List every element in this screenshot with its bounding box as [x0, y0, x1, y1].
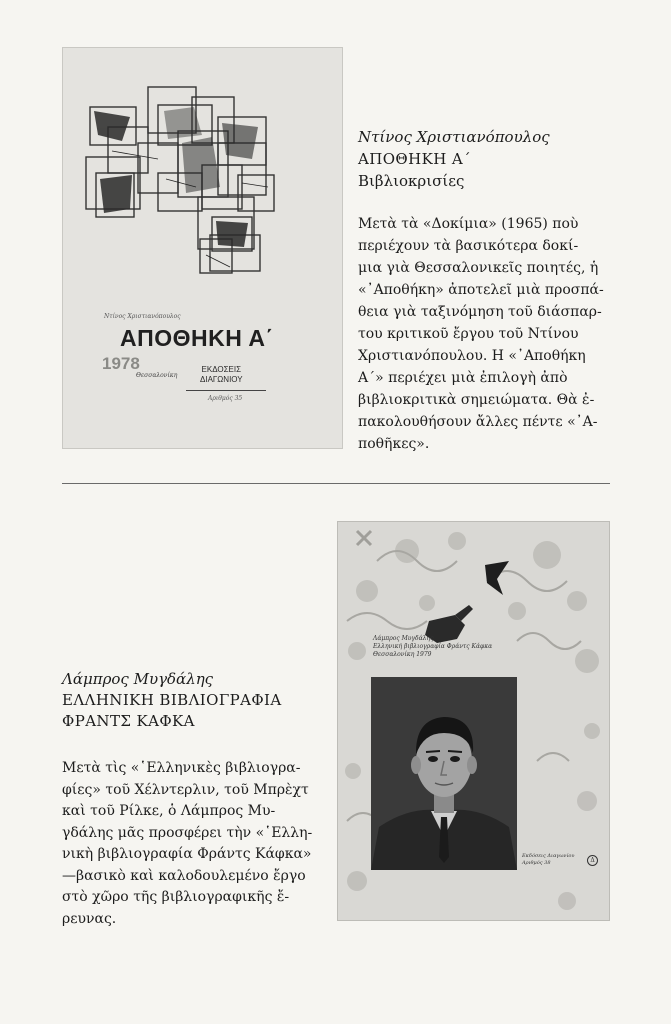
book2-title: ΕΛΛΗΝΙΚΗ ΒΙΒΛΙΟΓΡΑΦΙΑ ΦΡΑΝΤΣ ΚΑΦΚΑ: [62, 691, 282, 730]
publisher-mark: Δ: [587, 855, 598, 866]
cover-rule: [186, 390, 266, 391]
book2-description: Μετὰ τὶς «῾Ελληνικὲς βιβλιογρα- φίες» τοῦ Χέλντερλιν, τοῦ Μπρὲχτ καὶ τοῦ Ρίλκε, ὁ Λάμπρος Μυ- γδάλης μᾶς προσφέρει τὴν «῾Ελλη- νικὴ βιβλιογραφία Φράντς Κάφκα» —βασικὸ καὶ καλοδουλεμένο ἔργο στὸ χῶρο τῆς βιβλιογραφικῆς ἔ- ρευνας.: [62, 760, 313, 927]
cover-publisher: ΕΚΔΟΣΕΙΣ ΔΙΑΓΩΝΙΟΥ: [200, 365, 243, 384]
portrait-photo: [371, 677, 517, 870]
cover-author: Ντίνος Χριστιανόπουλος: [104, 313, 181, 320]
cover-year: 1978: [102, 354, 140, 373]
book1-cover-image: [62, 47, 343, 449]
book1-subtitle: Βιβλιοκρισίες: [358, 172, 465, 190]
cover-title: ΑΠΟΘΗΚΗ Α΄: [120, 325, 274, 351]
book1-author: Ντίνος Χριστιανόπουλος: [358, 128, 550, 146]
section-divider: [62, 483, 610, 484]
cover-footer: Εκδόσεις Διαγωνίου Αριθμός 38: [522, 853, 575, 866]
collage-artwork: [62, 47, 343, 449]
cover-city: Θεσσαλονίκη: [136, 372, 178, 379]
book2-author: Λάμπρος Μυγδάλης: [62, 670, 214, 688]
cover-caption: Λάμπρος Μυγδάλης Ελληνική βιβλιογραφία Φράντς Κάφκα Θεσσαλονίκη 1979: [373, 635, 493, 658]
book2-cover-image: [337, 521, 610, 921]
book1-title: ΑΠΟΘΗΚΗ Α΄: [358, 150, 471, 168]
book1-description: Μετὰ τὰ «Δοκίμια» (1965) ποὺ περιέχουν τὰ βασικότερα δοκί- μια γιὰ Θεσσαλονικεῖς ποιητές, ἡ «᾿Αποθήκη» ἀποτελεῖ μιὰ προσπά- θεια γιὰ ταξινόμηση τοῦ διάσπαρ- του κριτικοῦ ἔργου τοῦ Ντίνου Χριστιανόπουλου. Η «᾿Αποθήκη Α΄» περιέχει μιὰ ἐπιλογὴ ἀπὸ βιβλιοκριτικὰ σημειώματα. Θὰ ἐ- πακολουθήσουν ἄλλες πέντε «᾿Α- ποθῆκες».: [358, 216, 604, 452]
cover-number: Αριθμός 35: [208, 395, 243, 402]
